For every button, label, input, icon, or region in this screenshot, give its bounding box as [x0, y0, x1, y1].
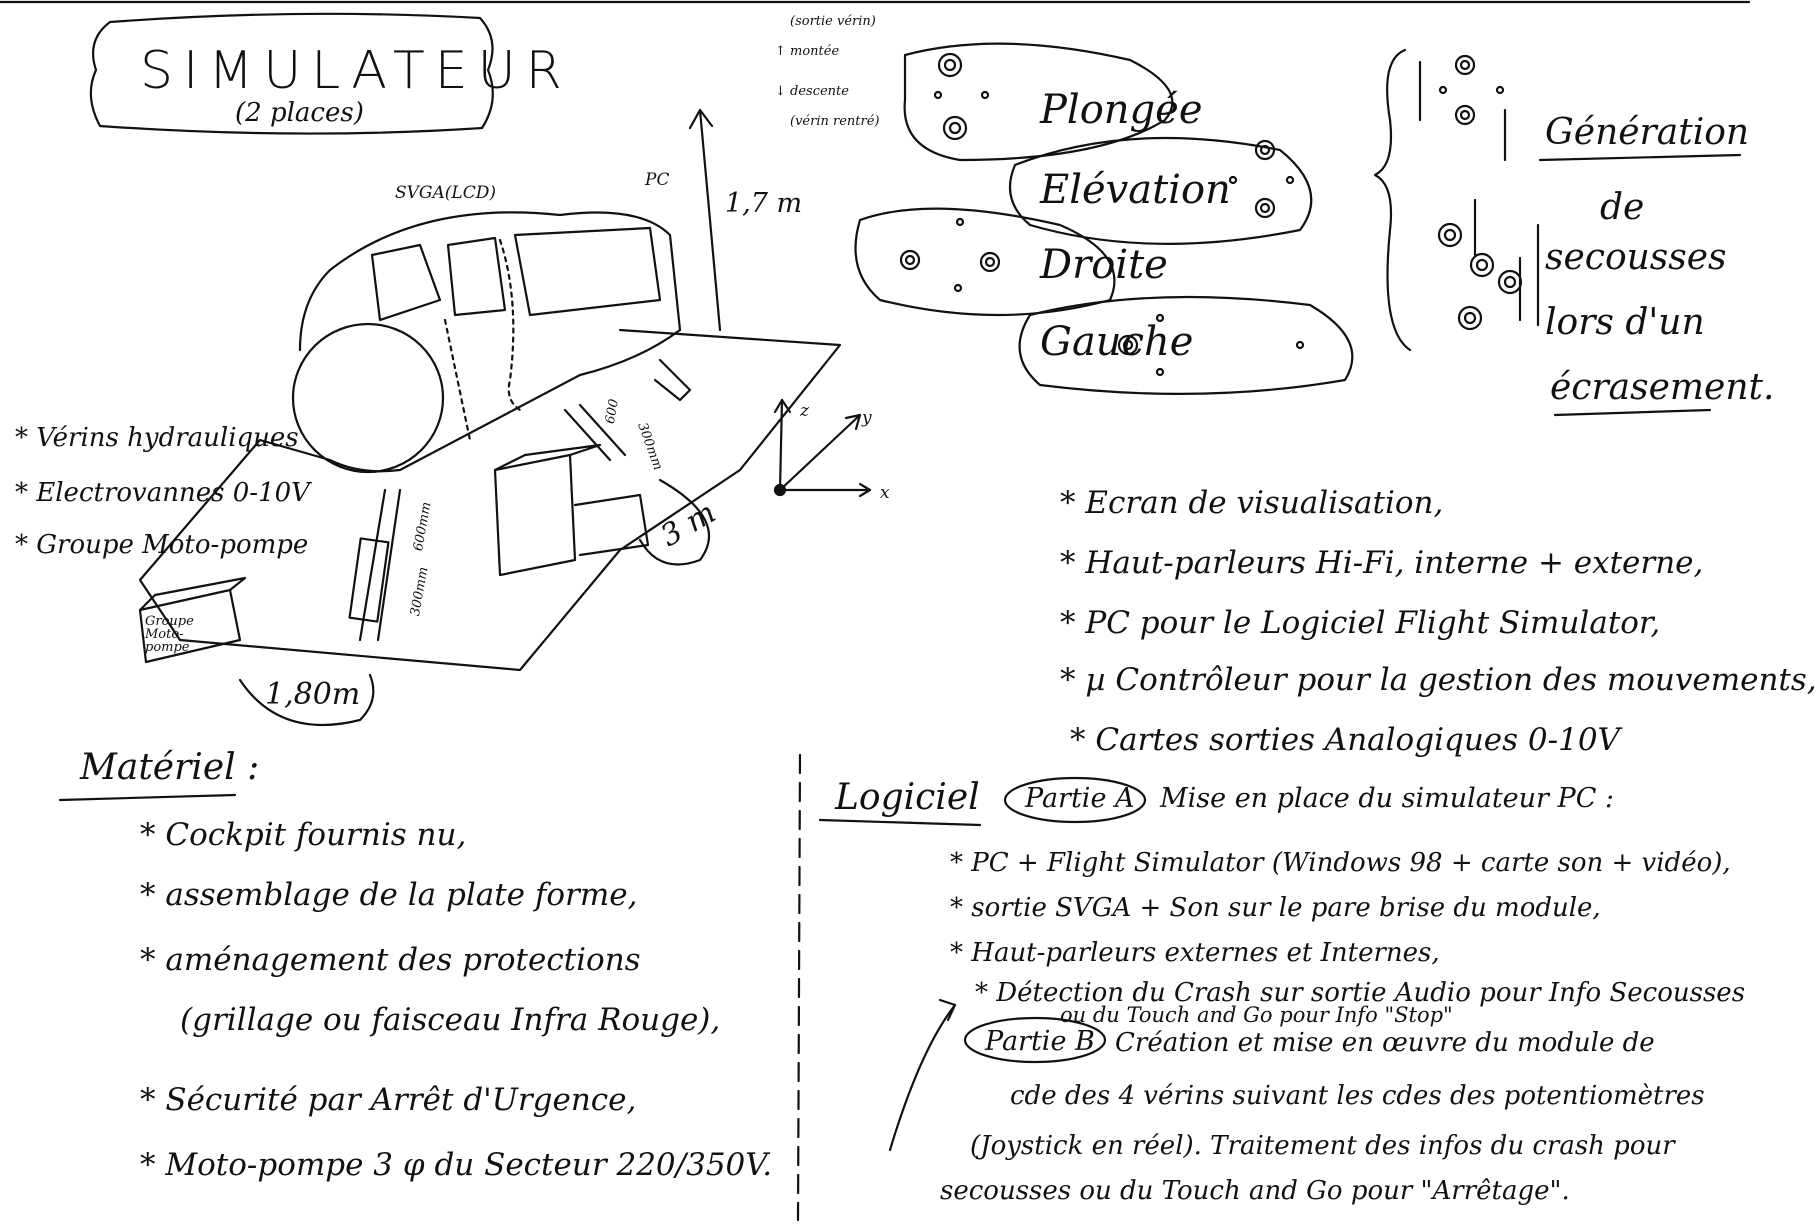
label-pc: PC: [645, 170, 670, 190]
generation-underline: [1540, 155, 1740, 160]
equipment-5: * Cartes sorties Analogiques 0-10V: [1070, 722, 1620, 758]
materiel-item-2: * assemblage de la plate forme,: [140, 877, 638, 913]
partie-b-line-3: (Joystick en réel). Traitement des infos du crash pour: [970, 1131, 1675, 1161]
equipment-1: * Ecran de visualisation,: [1060, 485, 1444, 521]
generation-underline-2: [1555, 410, 1710, 415]
legend-descente: ↓ descente: [775, 84, 849, 99]
generation-2: de: [1600, 187, 1645, 228]
movement-droite: Droite: [1040, 242, 1168, 288]
generation-5: écrasement.: [1550, 367, 1775, 408]
label-svga: SVGA(LCD): [395, 183, 496, 203]
materiel-item-4: (grillage ou faisceau Infra Rouge),: [180, 1002, 721, 1038]
materiel-heading: Matériel :: [80, 747, 260, 788]
logiciel-item-1: * PC + Flight Simulator (Windows 98 + carte son + vidéo),: [950, 848, 1731, 878]
logiciel-item-3: * Haut-parleurs externes et Internes,: [950, 938, 1440, 968]
partie-a-text: Mise en place du simulateur PC :: [1160, 783, 1615, 814]
legend-rentre: (vérin rentré): [790, 114, 880, 129]
equipment-2: * Haut-parleurs Hi-Fi, interne + externe,: [1060, 545, 1704, 581]
page-title: SIMULATEUR: [140, 41, 572, 101]
generation-1: Génération: [1545, 112, 1750, 153]
label-depth: 3 m: [654, 495, 722, 554]
label-left-travel-600: 600mm: [411, 500, 435, 553]
generation-diagram: [1375, 50, 1538, 350]
materiel-underline: [60, 795, 235, 800]
axis-z: z: [800, 401, 809, 421]
movement-elevation: Elévation: [1040, 167, 1231, 213]
movement-plongee: Plongée: [1040, 87, 1203, 133]
materiel-item-5: * Sécurité par Arrêt d'Urgence,: [140, 1082, 637, 1118]
equipment-3: * PC pour le Logiciel Flight Simulator,: [1060, 605, 1661, 641]
equipment-4: * µ Contrôleur pour la gestion des mouvements,: [1060, 662, 1817, 698]
page-subtitle: (2 places): [235, 98, 364, 128]
label-width: 1,80m: [265, 677, 361, 712]
component-3: * Groupe Moto-pompe: [15, 530, 309, 560]
materiel-item-6: * Moto-pompe 3 φ du Secteur 220/350V.: [140, 1147, 773, 1183]
logiciel-underline: [820, 820, 980, 825]
logiciel-item-4: * Détection du Crash sur sortie Audio pour Info Secousses: [975, 978, 1746, 1008]
legend-sortie: (sortie vérin): [790, 14, 876, 29]
partie-b-label: Partie B: [985, 1026, 1095, 1057]
label-travel-300: 300mm: [634, 420, 666, 473]
label-left-travel-300: 300mm: [408, 565, 432, 618]
partie-b-line-1: Création et mise en œuvre du module de: [1115, 1028, 1655, 1058]
column-divider: [798, 755, 800, 1220]
component-1: * Vérins hydrauliques: [15, 423, 299, 453]
partie-b-line-4: secousses ou du Touch and Go pour "Arrêtage".: [940, 1176, 1570, 1206]
partie-b-arrow: [890, 1005, 955, 1150]
component-2: * Electrovannes 0-10V: [15, 478, 310, 508]
axis-x: x: [880, 483, 890, 503]
generation-3: secousses: [1545, 237, 1727, 278]
label-motor-box: Groupe Moto-pompe: [145, 614, 194, 655]
logiciel-item-5: ou du Touch and Go pour Info "Stop": [1060, 1003, 1453, 1027]
axis-y: y: [862, 408, 872, 428]
movement-gauche: Gauche: [1040, 319, 1194, 365]
legend-montee: ↑ montée: [775, 44, 840, 59]
materiel-item-1: * Cockpit fournis nu,: [140, 817, 467, 853]
logiciel-heading: Logiciel: [835, 777, 980, 818]
label-travel-600: 600: [602, 397, 622, 426]
partie-a-label: Partie A: [1025, 783, 1135, 814]
logiciel-item-2: * sortie SVGA + Son sur le pare brise du module,: [950, 893, 1601, 923]
materiel-item-3: * aménagement des protections: [140, 942, 641, 978]
partie-b-line-2: cde des 4 vérins suivant les cdes des potentiomètres: [1010, 1081, 1705, 1111]
label-height: 1,7 m: [725, 188, 803, 219]
generation-4: lors d'un: [1545, 302, 1705, 343]
